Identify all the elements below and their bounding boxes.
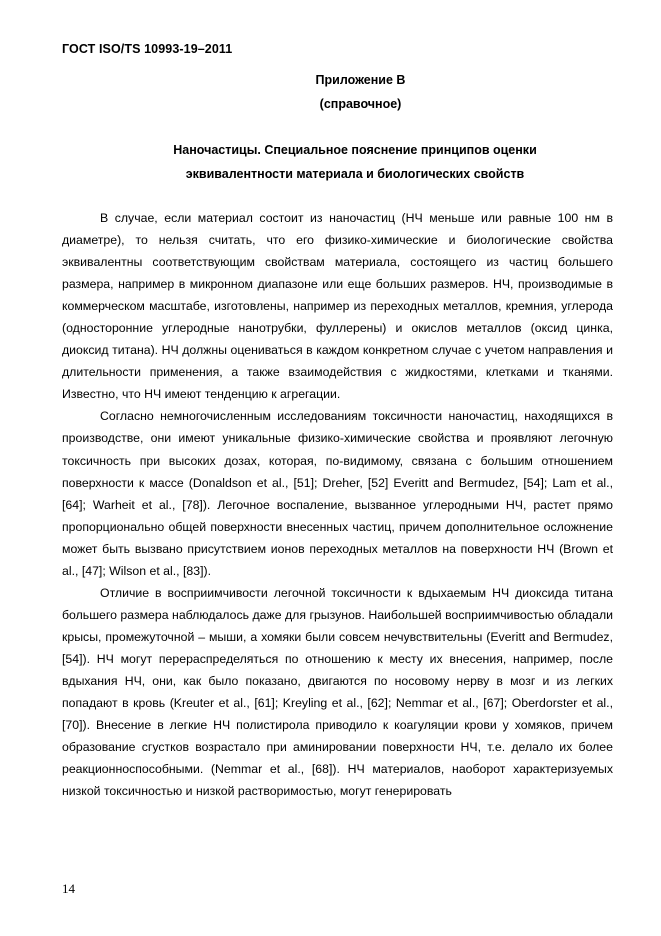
appendix-type: (справочное) [319, 97, 402, 111]
body-text [62, 207, 613, 802]
paragraph-1: В случае, если материал состоит из наночастиц (НЧ меньше или равные 100 нм в диаметре), то нельзя считать, что его физико-химические и биологические свойства эквивалентны соответствующим свойствам материала, состоящего из частиц большего размера, например в микронном диапазоне или еще больших размеров. НЧ, производимые в коммерческом масштабе, изготовлены, например из переходных металлов, кремния, углерода (односторонние углеродные нанотрубки, фуллерены) и окислов металлов (оксид цинка, диоксид титана). НЧ должны оцениваться в каждом конкретном случае с учетом направления и длительности применения, а также взаимодействия с жидкостями, клетками и тканями. Известно, что НЧ имеют тенденцию к агрегации. [62, 211, 613, 402]
section-title [130, 138, 580, 186]
paragraph-3: Отличие в восприимчивости легочной токсичности к вдыхаемым НЧ диоксида титана большего размера наблюдалось даже для грызунов. Наибольшей восприимчивостью обладали крысы, промежуточной – мыши, а хомяки были совсем нечувствительны (Everitt and Bermudez, [54]). НЧ могут перераспределяться по отношению к месту их внесения, например, после вдыхания НЧ, они, как было показано, двигаются по носовому нерву в мозг и из легких попадают в кровь (Kreuter et al., [61]; Kreyling et al., [62]; Nemmar et al., [67]; Oberdorster et al., [70]). Внесение в легкие НЧ полистирола приводило к коагуляции крови у хомяков, причем образование сгустков возрастало при аминировании поверхности НЧ, т.е. делало их более реакционноспособными. (Nemmar et al., [68]). НЧ материалов, наоборот характеризуемых низкой токсичностью и низкой растворимостью, могут генерировать [62, 585, 613, 799]
paragraph-2: Согласно немногочисленным исследованиям токсичности наночастиц, находящихся в производстве, они имеют уникальные физико-химические свойства и проявляют легочную токсичность при высоких дозах, которая, по-видимому, связана с большим отношением поверхности к массе (Donaldson et al., [51]; Dreher, [52] Everitt and Bermudez, [54]; Lam et al., [64]; Warheit et al., [78]). Легочное воспаление, вызванное углеродными НЧ, растет прямо пропорционально общей поверхности внесенных частиц, причем дополнительное осложнение может быть вызвано присутствием ионов переходных металлов на поверхности НЧ (Brown et al., [47]; Wilson et al., [83]). [62, 409, 613, 578]
standard-header: ГОСТ ISO/TS 10993-19–2011 [62, 42, 233, 56]
section-title-line-2: эквивалентности материала и биологических свойств [185, 167, 525, 181]
page-number: 14 [62, 881, 75, 896]
section-title-line-1: Наночастицы. Специальное пояснение принципов оценки [173, 143, 537, 157]
appendix-label: Приложение В [315, 73, 406, 87]
